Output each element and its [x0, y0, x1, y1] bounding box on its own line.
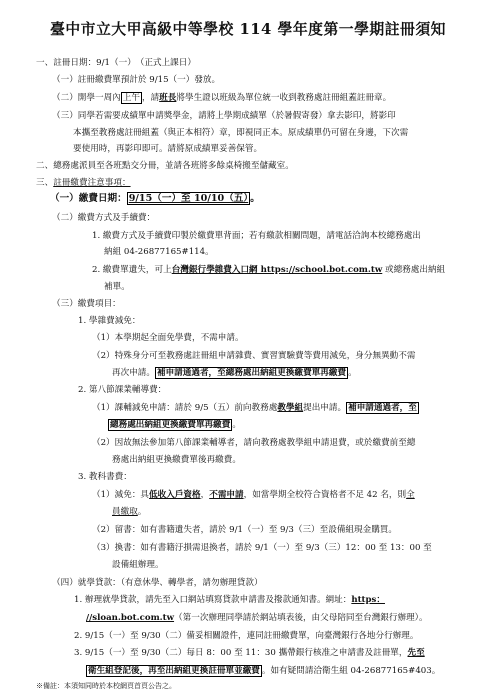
- textbook-fee-heading: 3. 教科書費：: [78, 472, 132, 482]
- tuition-reduction-boxed-note: 補申請通過者，至總務處出納組更換繳費單再繳費: [156, 368, 347, 378]
- bot-tuition-portal-link[interactable]: 台灣銀行學雜費入口網 https://school.bot.com.tw: [171, 265, 383, 275]
- tutoring-boxed-note-part-1: 補申請通過者，至: [348, 403, 417, 413]
- tutoring-fee-heading: 2. 第八節課業輔導費：: [78, 385, 167, 395]
- textbook-fee-3: （3）換書：如有書籍汙損需退換者，請於 9/1（一）至 9/3（三）12：00 至 13：00 至: [92, 543, 432, 553]
- section-1-item-3-line-2: 本攜至教務處註冊組蓋（與正本相符）章，即視同正本。原成績單仍可留在身邊，下次需: [73, 128, 409, 138]
- section-2-number: 二、: [36, 161, 54, 171]
- tutoring-fee-1: [92, 402, 419, 414]
- section-1-number: 一、: [36, 58, 54, 68]
- student-loan-3-contact: 。如有疑問請洽衛生組 04-26877165#403。: [261, 666, 441, 676]
- footnote: ※備註：本須知同時於本校網頁首頁公告之。: [36, 682, 176, 690]
- textbook-fee-1-cont: [112, 506, 146, 518]
- tuition-reduction-2-cont: [112, 367, 357, 379]
- section-1-heading: [36, 57, 196, 69]
- payment-method-1-contact: 納組 04-26877165#114。: [104, 247, 214, 257]
- textbook-fee-1-text: （1）減免：具: [92, 490, 150, 500]
- tutoring-fee-2: （2）因故無法參加第八節課業輔導者，請向教務處教學組申請退費，或於繳費前至總: [92, 438, 416, 448]
- student-loan-1-text: 1. 辦理就學貸款，請先至入口網站填寫貸款申請書及撥款通知書。網址：: [74, 595, 352, 605]
- page-title: 臺中市立大甲高級中等學校 114 學年度第一學期註冊須知: [50, 21, 446, 38]
- student-loan-1: [74, 594, 385, 606]
- tuition-reduction-1: （1）本學期起全面免學費，不需申請。: [92, 333, 244, 343]
- payment-method-2-text-b: 或總務處出納組: [382, 265, 446, 275]
- tuition-reduction-heading: 1. 學雜費減免：: [78, 316, 141, 326]
- payment-items-heading: （三）繳費項目：: [52, 299, 121, 309]
- payment-date-label: （一）繳費日期：: [50, 193, 127, 204]
- student-loan-url-part-2[interactable]: //sloan.bot.com.tw: [86, 613, 175, 623]
- teaching-section-text: 教學組: [277, 403, 304, 413]
- student-loan-1-text-c: （第一次辦理同學請於網站填表後，由父母陪同至台灣銀行辦理）。: [174, 613, 428, 623]
- section-1-item-2: [52, 92, 391, 104]
- student-loan-3-text: 3. 9/15（一）至 9/30（二）每日 8：00 至 11：30 攜帶銀行核准之申請書及註冊單，: [74, 648, 408, 658]
- tutoring-fee-1-text-c: 提出申請。: [303, 403, 347, 413]
- student-loan-3-cont: [86, 665, 440, 677]
- first-go-text: 先至: [407, 648, 425, 658]
- tuition-reduction-2: （2）特殊身分可至教務處註冊組申請雜費、實習實驗費等費用減免，身分無異動不需: [92, 351, 416, 361]
- section-3-label: 註冊繳費注意事項：: [53, 178, 131, 188]
- no-application-needed-text: 不需申請: [209, 490, 244, 500]
- textbook-fee-1-comma: ，: [200, 490, 210, 500]
- section-1-item-2-text: （二）開學一周內: [52, 93, 121, 103]
- payment-date-end: 。: [250, 193, 260, 204]
- textbook-fee-1: [92, 489, 415, 501]
- student-loan-3: [74, 647, 425, 659]
- payment-date-line: [50, 193, 260, 205]
- payment-method-2: [92, 264, 445, 276]
- all-members-text: 全: [406, 490, 415, 500]
- tuition-reduction-2-text: 再次申請。: [112, 368, 155, 378]
- morning-box: 上午: [122, 93, 140, 103]
- low-income-status-text: 低收入戶資格: [149, 490, 201, 500]
- textbook-fee-1-end: 。: [137, 507, 147, 517]
- payment-method-2-cont: 補單。: [104, 282, 130, 292]
- tutoring-fee-1-text: （1）課輔減免申請：請於 9/5（五）前向教務處: [92, 403, 278, 413]
- section-1-item-2-text-d: 將學生證以班級為單位統一收到教務處註冊組蓋註冊章。: [176, 93, 392, 103]
- section-1-label: 註冊日期：9/1（一） （正式上課日）: [53, 58, 196, 68]
- textbook-fee-1-text-e: ，如當學期全校符合資格者不足 42 名，則: [243, 490, 407, 500]
- section-1-item-3-line-3: 要使用時，再影印即可。請將原成績單妥善保管。: [73, 144, 263, 154]
- section-2-text: 總務處派員至各班點交分冊，並請各班將多餘桌椅搬至儲藏室。: [53, 161, 294, 171]
- section-1-item-1: （一）註冊繳費單預計於 9/15（一）發放。: [52, 75, 221, 85]
- health-section-boxed-note: 衛生組登記後，再至出納組更換註冊單並繳費: [88, 666, 260, 676]
- section-1-item-3-line-1: （三）同學若需要成績單申請獎學金，請將上學期成績單（於暑假寄發）拿去影印，將影印: [52, 111, 396, 121]
- tutoring-fee-1-end: 。: [232, 420, 241, 430]
- student-loan-url-part-1[interactable]: https：: [351, 595, 385, 605]
- section-1-item-2-text-b: ，請: [141, 93, 160, 103]
- payment-date-range: 9/15（一）至 10/10（五）: [128, 193, 249, 204]
- textbook-fee-3-cont: 設備組辦理。: [112, 560, 164, 570]
- payment-method-1: 1. 繳費方式及手續費印製於繳費單背面；若有繳款相關問題，請電話洽詢本校總務處出: [92, 231, 421, 241]
- student-loan-heading: （四）就學貸款：（有意休學、轉學者，請勿辦理貸款）: [52, 578, 263, 588]
- payment-method-2-text: 2. 繳費單遺失，可上: [92, 265, 172, 275]
- section-2: [36, 160, 294, 172]
- waived-text: 員繳取: [112, 507, 138, 517]
- tutoring-fee-1-cont: [108, 419, 241, 431]
- section-3-number: 三、: [36, 178, 54, 188]
- textbook-fee-2: （2）留書：如有書籍遺失者，請於 9/1（一）至 9/3（三）至設備組現金購買。: [92, 525, 397, 535]
- tutoring-fee-2-cont: 務處出納組更換繳費單後再繳費。: [112, 455, 241, 465]
- tuition-reduction-2-end: 。: [348, 368, 357, 378]
- student-loan-2: 2. 9/15（一）至 9/30（二）備妥相關證件，連同註冊繳費單，向臺灣銀行各地分行辦理。: [74, 631, 419, 641]
- class-leader-text: 班長: [159, 93, 177, 103]
- student-loan-1-cont: [86, 612, 428, 624]
- section-3-heading: [36, 177, 131, 189]
- tutoring-boxed-note-part-2: 總務處出納組更換繳費單再繳費: [110, 420, 231, 430]
- payment-method-heading: （二）繳費方式及手續費：: [52, 213, 156, 223]
